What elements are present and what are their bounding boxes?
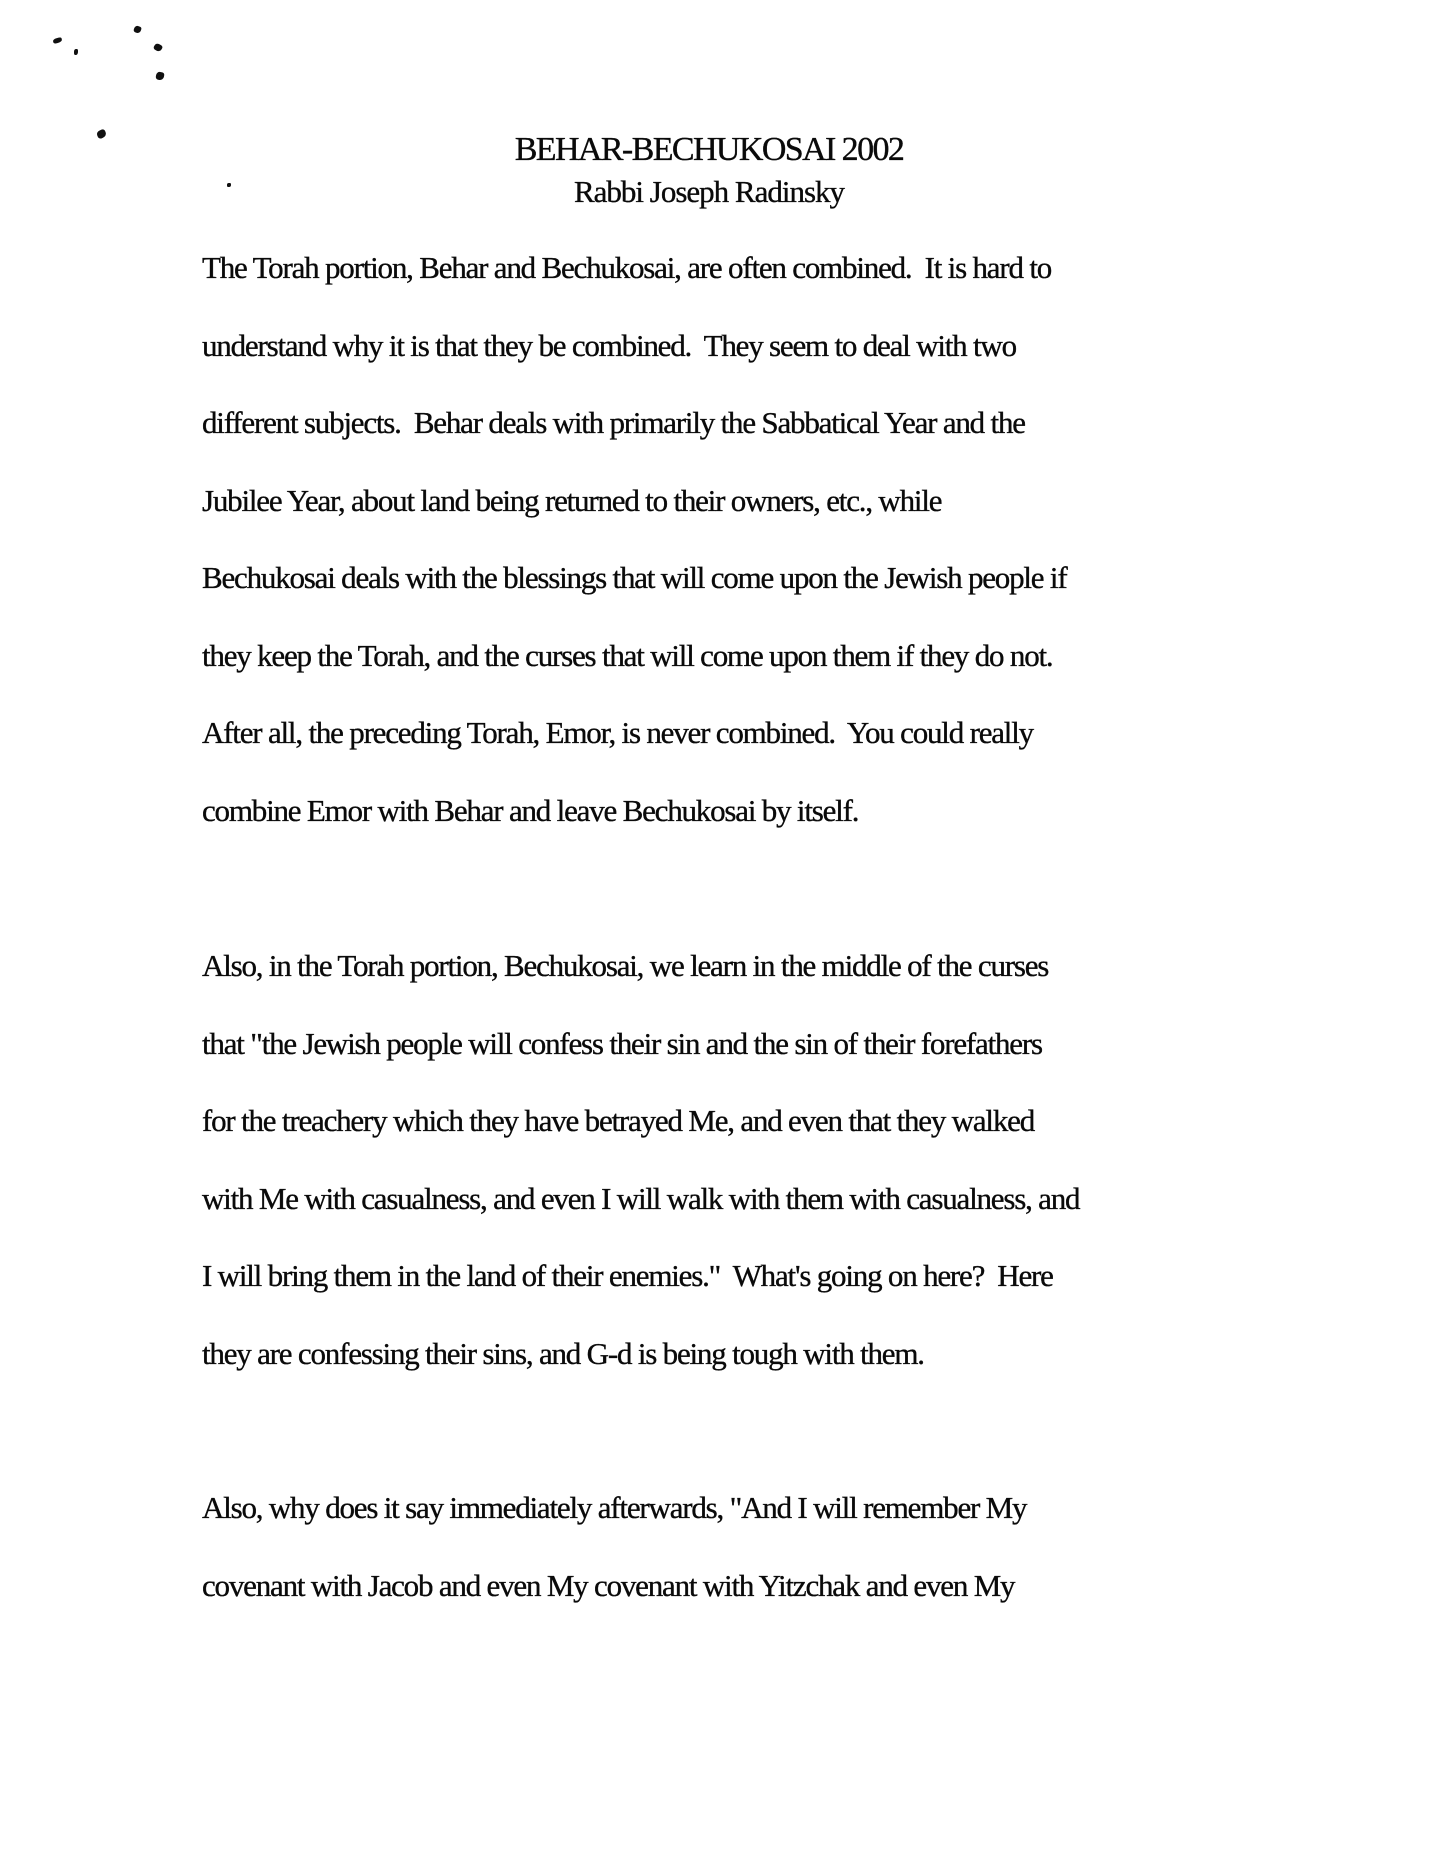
- document-title: BEHAR-BECHUKOSAI 2002: [514, 131, 904, 168]
- text-line: Also, in the Torah portion, Bechukosai, we learn in the middle of the curses: [202, 948, 1049, 983]
- text-line: understand why it is that they be combined. They seem to deal with two: [202, 327, 1016, 363]
- text-line: Also, why does it say immediately afterwards, "And I will remember My: [202, 1490, 1027, 1525]
- paragraph-1: [202, 229, 1066, 849]
- scan-speck: [53, 37, 63, 44]
- text-line: for the treachery which they have betrayed Me, and even that they walked: [202, 1103, 1035, 1138]
- text-line: Jubilee Year, about land being returned to their owners, etc., while: [202, 482, 942, 518]
- paragraph-3: [202, 1469, 1026, 1624]
- text-line: they are confessing their sins, and G-d is being tough with them.: [202, 1335, 924, 1371]
- text-line: they keep the Torah, and the curses that will come upon them if they do not.: [202, 637, 1053, 673]
- text-line: combine Emor with Behar and leave Bechukosai by itself.: [202, 792, 859, 828]
- paragraph-2: [202, 927, 1079, 1392]
- text-line: covenant with Jacob and even My covenant with Yitzchak and even My: [202, 1567, 1015, 1603]
- scan-speck: [133, 25, 142, 34]
- scan-speck: [153, 42, 163, 52]
- text-line: that "the Jewish people will confess their sin and the sin of their forefathers: [202, 1025, 1042, 1061]
- text-line: I will bring them in the land of their enemies." What's going on here? Here: [202, 1258, 1053, 1293]
- text-line: with Me with casualness, and even I will walk with them with casualness, and: [202, 1180, 1080, 1216]
- scan-speck: [74, 49, 78, 55]
- document-author: Rabbi Joseph Radinsky: [573, 174, 845, 209]
- text-line: After all, the preceding Torah, Emor, is never combined. You could really: [202, 715, 1033, 750]
- scan-speck: [155, 71, 164, 80]
- text-line: The Torah portion, Behar and Bechukosai, are often combined. It is hard to: [202, 250, 1052, 285]
- text-line: Bechukosai deals with the blessings that will come upon the Jewish people if: [202, 560, 1067, 595]
- text-line: different subjects. Behar deals with primarily the Sabbatical Year and the: [202, 405, 1025, 440]
